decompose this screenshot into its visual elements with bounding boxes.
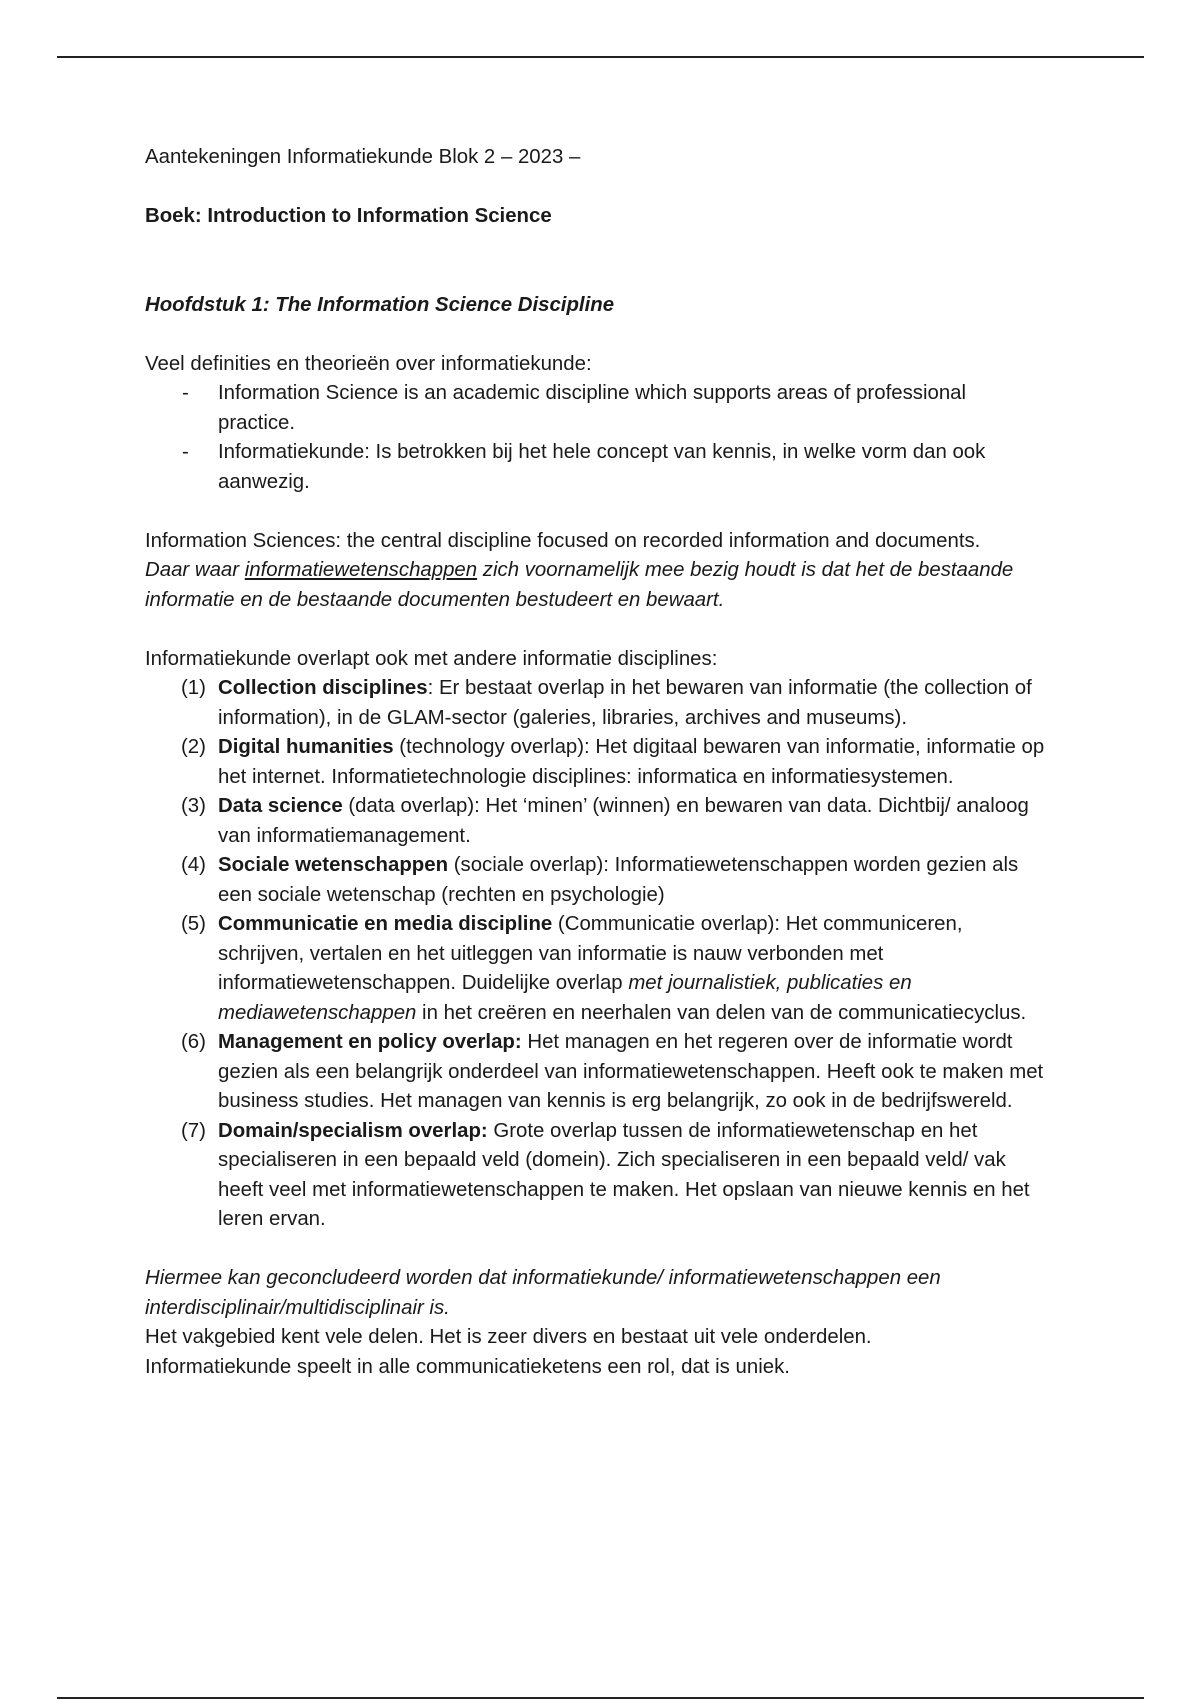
central-discipline-note bbox=[145, 556, 1045, 615]
item-text: (technology overlap): Het digitaal bewaren van informatie, informatie op het internet. Informatietechnologie disciplines: informatica en informatiesystemen. bbox=[218, 736, 1045, 788]
list-number: (2) bbox=[181, 736, 206, 758]
list-item bbox=[145, 792, 1045, 851]
item-text: : Er bestaat overlap in het bewaren van informatie (the collection of information), in de GLAM-sector (galeries, libraries, archives and museums). bbox=[218, 677, 1032, 729]
list-item bbox=[145, 1117, 1045, 1235]
list-item-text: Information Science is an academic discipline which supports areas of professional practice. bbox=[218, 382, 967, 434]
spacer bbox=[145, 497, 1045, 527]
note-text: Daar waar bbox=[145, 559, 245, 581]
item-text: in het creëren en neerhalen van delen van de communicatiecyclus. bbox=[416, 1001, 1027, 1024]
item-italic-text: met journalistiek, publicaties en mediawetenschappen bbox=[218, 972, 912, 1024]
item-term: Sociale wetenschappen bbox=[218, 854, 449, 876]
spacer bbox=[145, 173, 1045, 203]
item-text: (sociale overlap): Informatiewetenschappen worden gezien als een sociale wetenschap (rechten en psychologie) bbox=[218, 854, 1019, 906]
list-item-text: Informatiekunde: Is betrokken bij het hele concept van kennis, in welke vorm dan ook aanwezig. bbox=[218, 441, 986, 493]
item-term: Data science bbox=[218, 795, 343, 817]
conclusion-line: Informatiekunde speelt in alle communicatieketens een rol, dat is uniek. bbox=[145, 1355, 790, 1378]
overlap-intro: Informatiekunde overlapt ook met andere informatie disciplines: bbox=[145, 647, 718, 670]
list-number: (4) bbox=[181, 854, 206, 876]
list-number: (3) bbox=[181, 795, 206, 817]
dash-bullet: - bbox=[182, 441, 189, 463]
note-text: zich voornamelijk mee bezig houdt is dat het de bestaande informatie en de bestaande documenten bestudeert en bewaart. bbox=[145, 559, 1014, 611]
spacer bbox=[145, 1235, 1045, 1265]
dash-bullet: - bbox=[182, 382, 189, 404]
list-item bbox=[145, 674, 1045, 733]
overlap-list bbox=[145, 674, 1045, 1235]
item-text: Grote overlap tussen de informatiewetenschap en het specialiseren in een bepaald veld (domein). Zich specialiseren in een bepaald veld/ vak heeft veel met informatiewetenschappen te maken. Het opslaan van nieuwe kennis en het leren ervan. bbox=[218, 1119, 1030, 1230]
document-body bbox=[145, 143, 1045, 1382]
item-term: Digital humanities bbox=[218, 736, 394, 758]
conclusion-line: Het vakgebied kent vele delen. Het is zeer divers en bestaat uit vele onderdelen. bbox=[145, 1326, 872, 1348]
list-item bbox=[145, 1028, 1045, 1117]
item-term: Collection disciplines bbox=[218, 677, 428, 699]
document-title: Aantekeningen Informatiekunde Blok 2 – 2023 – bbox=[145, 146, 581, 168]
item-term: Management en policy overlap: bbox=[218, 1031, 522, 1053]
list-number: (1) bbox=[181, 677, 206, 699]
item-text: (Communicatie overlap): Het communiceren, schrijven, vertalen en het uitleggen van informatie is nauw verbonden met informatiewetenschappen. Duidelijke overlap bbox=[218, 913, 963, 994]
spacer bbox=[145, 232, 1045, 291]
spacer bbox=[145, 320, 1045, 350]
list-number: (7) bbox=[181, 1119, 206, 1142]
header-rule bbox=[57, 56, 1144, 58]
definitions-list bbox=[145, 379, 1045, 497]
chapter-heading: Hoofdstuk 1: The Information Science Discipline bbox=[145, 293, 615, 316]
spacer bbox=[145, 615, 1045, 645]
list-item bbox=[145, 910, 1045, 1028]
definitions-intro: Veel definities en theorieën over informatiekunde: bbox=[145, 352, 592, 375]
item-term: Communicatie en media discipline bbox=[218, 913, 553, 935]
item-term: Domain/specialism overlap: bbox=[218, 1119, 488, 1142]
conclusion-statement: Hiermee kan geconcludeerd worden dat informatiekunde/ informatiewetenschappen een interdisciplinair/multidisciplinair is. bbox=[145, 1267, 941, 1319]
list-item bbox=[145, 851, 1045, 910]
footer-rule bbox=[57, 1697, 1144, 1699]
underlined-term: informatiewetenschappen bbox=[244, 559, 478, 581]
book-line: Boek: Introduction to Information Science bbox=[145, 205, 552, 227]
list-number: (6) bbox=[181, 1031, 206, 1053]
list-item bbox=[145, 379, 1045, 438]
list-item bbox=[145, 733, 1045, 792]
item-text: (data overlap): Het ‘minen’ (winnen) en bewaren van data. Dichtbij/ analoog van informatiemanagement. bbox=[218, 795, 1029, 847]
item-text: Het managen en het regeren over de informatie wordt gezien als een belangrijk onderdeel van informatiewetenschappen. Heeft ook te maken met business studies. Het managen van kennis is erg belangrijk, zo ook in de bedrijfswereld. bbox=[218, 1031, 1044, 1112]
list-item bbox=[145, 438, 1045, 497]
central-discipline-text: Information Sciences: the central discipline focused on recorded information and documents. bbox=[145, 529, 981, 552]
list-number: (5) bbox=[181, 913, 206, 935]
